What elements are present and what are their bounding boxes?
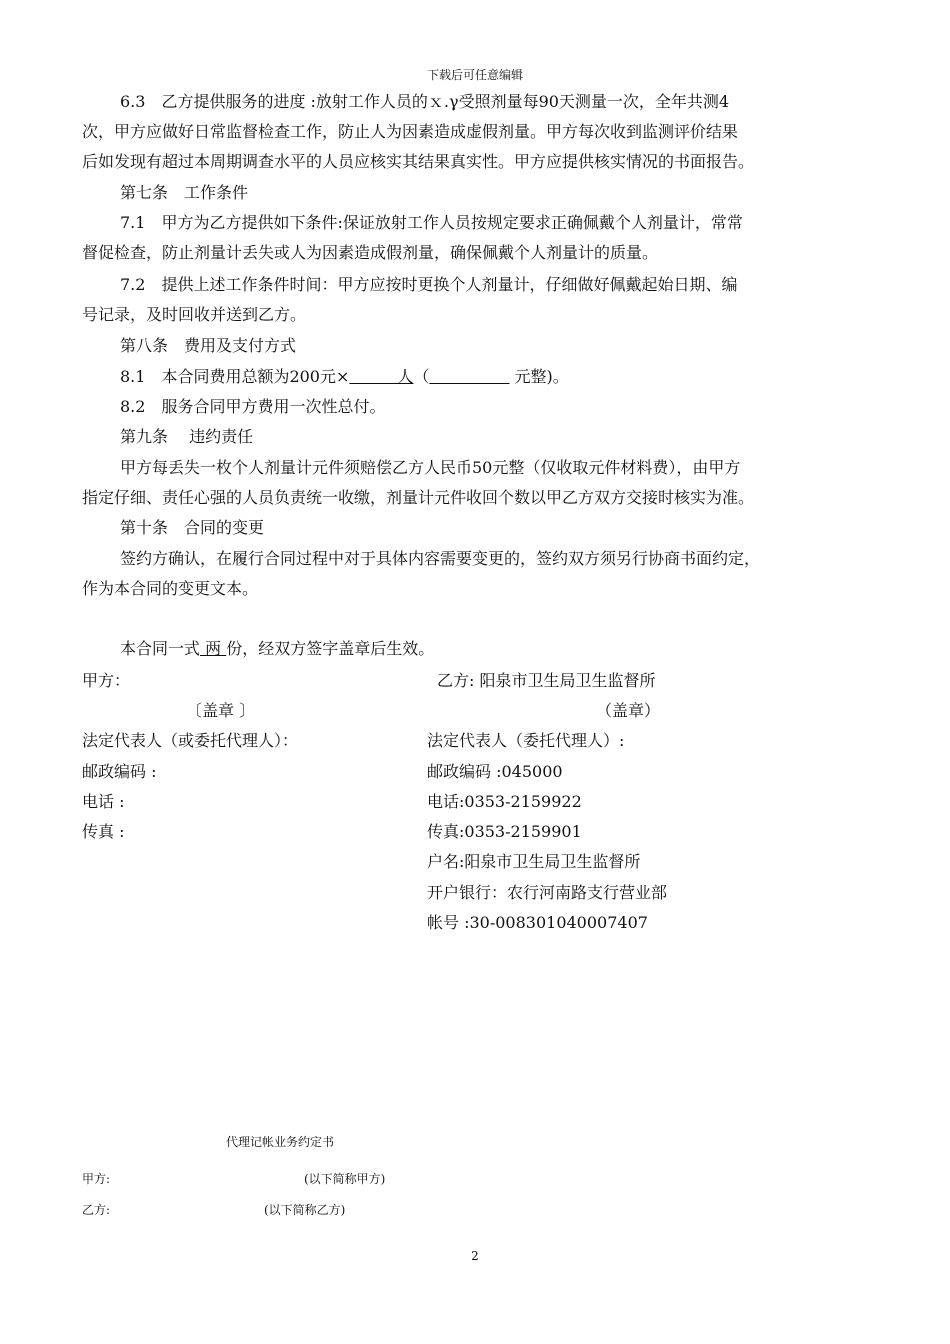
clause-6-3-cont [82,117,882,178]
copies-text: 本合同一式 [120,639,201,658]
clause-8-1-text: 8.1 本合同费用总额为200元× [120,367,350,386]
party-b-account-name: 户名:阳泉市卫生局卫生监督所 [427,852,641,871]
agency-party-b-label: 乙方: [82,1203,111,1217]
party-a-representative: 法定代表人（或委托代理人）： [82,731,299,750]
clause-8-1 [82,362,882,392]
party-b-postcode: 邮政编码 :045000 [427,762,563,781]
clause-8-2: 8.2 服务合同甲方费用一次性总付。 [120,397,386,416]
article-10-heading: 第十条 合同的变更 [120,518,265,537]
article-7-heading: 第七条 工作条件 [120,183,249,202]
headcount-blank: 人 [349,367,414,386]
article-9-body-cont: 指定仔细、责任心强的人员负责统一收缴，剂量计元件收回个数以甲乙方双方交接时核实为准。 [82,488,755,507]
party-a-postcode: 邮政编码 : [82,762,157,781]
article-9-heading: 第九条 违约责任 [120,427,254,446]
copies-text-end: 份，经双方签字盖章后生效。 [226,639,435,658]
party-b-representative: 法定代表人（委托代理人）: [427,731,625,750]
copies-clause [82,634,882,664]
page-header: 下载后可任意编辑 [426,68,523,82]
clause-line: 6.3 乙方提供服务的进度 :放射工作人员的ｘ.γ受照剂量每90天测量一次，全年共测4 [120,92,730,111]
agency-party-a-label: 甲方: [82,1172,111,1186]
article-8-heading: 第八条 费用及支付方式 [120,336,297,355]
amount-unit: 元整)。 [509,367,569,386]
paren-open: （ [413,367,430,386]
party-b-bank: 开户银行：农行河南路支行营业部 [427,883,668,902]
party-b-account-number: 帐号 :30-008301040007407 [427,913,648,932]
clause-line: 后如发现有超过本周期调查水平的人员应核实其结果真实性。甲方应提供核实情况的书面报告。 [82,152,755,172]
party-a-phone: 电话 : [82,792,125,811]
amount-blank [429,367,509,386]
clause-line: 次，甲方应做好日常监督检查工作，防止人为因素造成虚假剂量。甲方每次收到监测评价结果 [82,122,739,141]
clause-6-3 [82,87,882,117]
party-b-label: 乙方: 阳泉市卫生局卫生监督所 [437,671,656,690]
party-a-seal: 〔盖章 〕 [186,701,256,720]
clause-7-2-cont: 号记录，及时回收并送到乙方。 [82,305,307,324]
party-b-phone: 电话:0353-2159922 [427,792,582,811]
party-a-label: 甲方： [82,671,131,690]
clause-7-2: 7.2 提供上述工作条件时间：甲方应按时更换个人剂量计，仔细做好佩戴起始日期、编 [120,275,738,294]
article-9-body: 甲方每丢失一枚个人剂量计元件须赔偿乙方人民币50元整（仅收取元件材料费），由甲方 [120,458,741,477]
party-a-fax: 传真 : [82,822,125,841]
agency-title: 代理记帐业务约定书 [226,1135,335,1149]
clause-7-1: 7.1 甲方为乙方提供如下条件:保证放射工作人员按规定要求正确佩戴个人剂量计，常常 [120,213,743,232]
page-number: 2 [471,1249,479,1263]
agency-party-b-note: (以下简称乙方) [264,1203,346,1217]
article-10-body: 签约方确认，在履行合同过程中对于具体内容需要变更的，签约双方须另行协商书面约定， [120,549,761,568]
article-10-body-cont: 作为本合同的变更文本。 [82,579,259,598]
copies-count: 两 [200,639,227,658]
party-b-seal: （盖章） [596,701,661,720]
clause-7-1-cont: 督促检查，防止剂量计丢失或人为因素造成假剂量，确保佩戴个人剂量计的质量。 [82,243,659,262]
party-b-fax: 传真:0353-2159901 [427,822,582,841]
agency-party-a-note: (以下简称甲方) [304,1172,386,1186]
